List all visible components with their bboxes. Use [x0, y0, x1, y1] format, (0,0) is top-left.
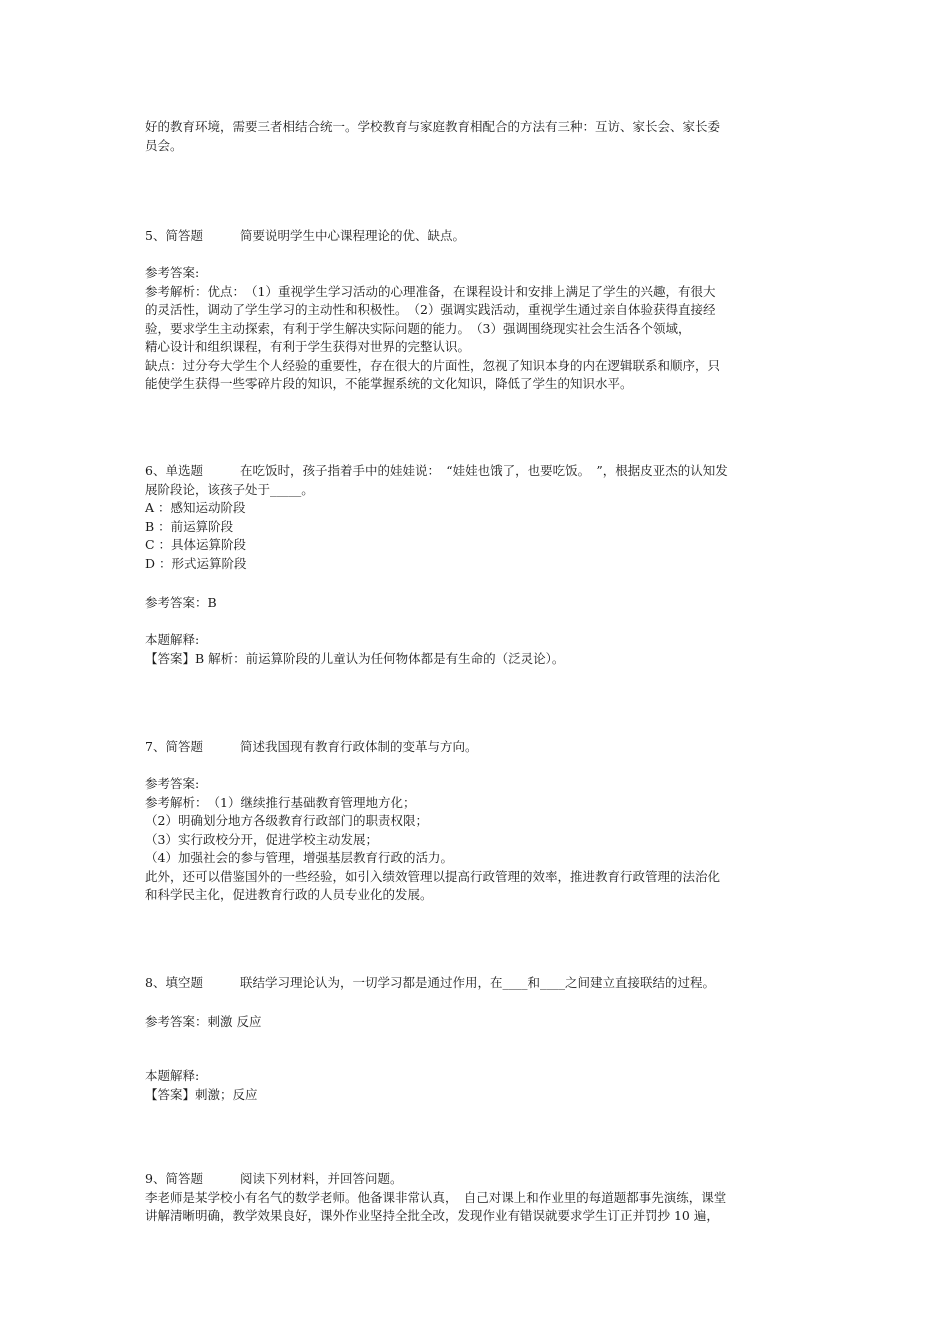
question-8-explanation [145, 1067, 805, 1104]
question-5 [145, 227, 805, 246]
analysis-line: 参考解析： （1）继续推行基础教育管理地方化； [145, 794, 416, 810]
intro-paragraph [145, 118, 805, 155]
analysis-line: 参考解析：优点： （1）重视学生学习活动的心理准备，在课程设计和安排上满足了学生的兴趣，有很大 [145, 283, 716, 299]
question-text: 展阶段论，该孩子处于_____。 [145, 481, 314, 497]
analysis-line: （4）加强社会的参与管理，增强基层教育行政的活力。 [145, 850, 453, 865]
question-6-answer [145, 594, 805, 613]
question-6 [145, 462, 805, 573]
analysis-line: （2）明确划分地方各级教育行政部门的职责权限； [145, 813, 428, 828]
answer-text: 参考答案：刺激 反应 [145, 1014, 262, 1029]
answer-label: 参考答案: [145, 265, 200, 280]
question-5-answer [145, 264, 805, 394]
explanation-label: 本题解释: [145, 632, 200, 647]
question-8-answer [145, 1013, 805, 1032]
option-c: C ：具体运算阶段 [145, 537, 247, 552]
question-text: 简要说明学生中心课程理论的优、缺点。 [240, 228, 466, 243]
text-line: 员会。 [145, 137, 183, 153]
question-number: 9、简答题 [145, 1171, 203, 1186]
option-a: A ：感知运动阶段 [145, 500, 246, 515]
question-number: 5、简答题 [145, 228, 203, 243]
question-number: 6、单选题 [145, 463, 203, 478]
text-line: 好的教育环境，需要三者相结合统一。学校教育与家庭教育相配合的方法有三种：互访、家长会、家长委 [145, 119, 721, 134]
analysis-line: 的灵活性，调动了学生学习的主动性和积极性。 （2）强调实践活动，重视学生通过亲自体验获得直接经 [145, 302, 716, 317]
question-text: 阅读下列材料，并回答问题。 [240, 1171, 403, 1186]
answer-text: 参考答案：B [145, 595, 217, 610]
analysis-line: 精心设计和组织课程，有利于学生获得对世界的完整认识。 [145, 339, 471, 354]
material-line: 李老师是某学校小有名气的数学老师。他备课非常认真， 自己对课上和作业里的每道题都事先演练，课堂 [145, 1189, 727, 1205]
question-number: 7、简答题 [145, 739, 203, 754]
question-text: 在吃饭时，孩子指着手中的娃娃说： “娃娃也饿了，也要吃饭。 ”，根据皮亚杰的认知发 [240, 463, 728, 478]
material-line: 讲解清晰明确，教学效果良好，课外作业坚持全批全改，发现作业有错误就要求学生订正并罚抄 10 遍， [145, 1208, 719, 1223]
analysis-line: 和科学民主化，促进教育行政的人员专业化的发展。 [145, 887, 433, 902]
question-text: 简述我国现有教育行政体制的变革与方向。 [240, 739, 478, 754]
option-b: B ：前运算阶段 [145, 518, 234, 534]
explanation-text: 【答案】B 解析：前运算阶段的儿童认为任何物体都是有生命的（泛灵论）。 [145, 650, 565, 666]
analysis-line: 能使学生获得一些零碎片段的知识，不能掌握系统的文化知识，降低了学生的知识水平。 [145, 376, 633, 391]
analysis-line: 缺点：过分夸大学生个人经验的重要性，存在很大的片面性，忽视了知识本身的内在逻辑联系和顺序，只 [145, 357, 721, 373]
question-9 [145, 1170, 805, 1226]
question-7 [145, 738, 805, 757]
analysis-line: （3）实行政校分开，促进学校主动发展； [145, 831, 378, 847]
explanation-label: 本题解释: [145, 1068, 200, 1083]
question-8 [145, 974, 805, 993]
question-6-explanation [145, 631, 805, 668]
answer-label: 参考答案: [145, 776, 200, 791]
analysis-line: 验，要求学生主动探索，有利于学生解决实际问题的能力。 （3）强调围绕现实社会生活各个领域， [145, 320, 691, 336]
analysis-line: 此外，还可以借鉴国外的一些经验，如引入绩效管理以提高行政管理的效率，推进教育行政管理的法治化 [145, 868, 721, 884]
question-number: 8、填空题 [145, 975, 203, 990]
question-text: 联结学习理论认为，一切学习都是通过作用，在____和____之间建立直接联结的过程。 [240, 975, 716, 990]
explanation-text: 【答案】刺激；反应 [145, 1086, 258, 1102]
question-7-answer [145, 775, 805, 905]
option-d: D ：形式运算阶段 [145, 555, 247, 571]
